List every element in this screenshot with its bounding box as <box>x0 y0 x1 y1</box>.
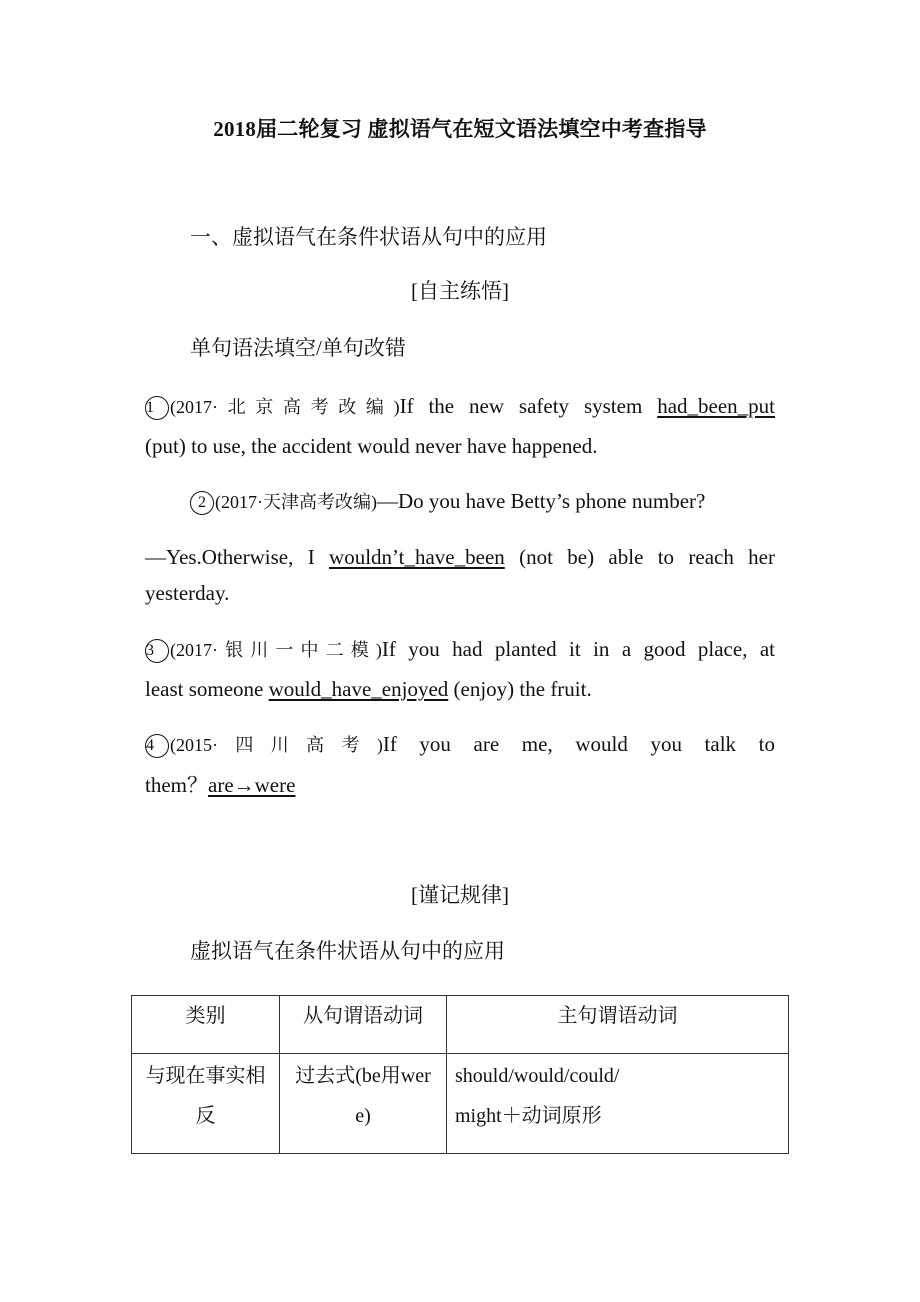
section-heading: 一、虚拟语气在条件状语从句中的应用 <box>190 225 547 249</box>
page-title: 2018届二轮复习 虚拟语气在短文语法填空中考查指导 <box>213 117 707 141</box>
item-text: (not be) able to reach her <box>504 545 775 569</box>
item-source: (2017·银川一中二模) <box>170 640 382 660</box>
category-cell <box>132 1054 280 1154</box>
clause-verb-cell <box>280 1054 447 1154</box>
item-number: 2 <box>190 491 214 515</box>
practice-label: [自主练悟] <box>411 279 509 303</box>
item-source: (2017·天津高考改编) <box>215 492 377 512</box>
answer-blank: are→were <box>208 773 296 797</box>
item-source: (2015·四川高考) <box>170 735 383 755</box>
cell-line: 过去式(be用wer <box>295 1065 431 1087</box>
item-2-continuation: yesterday. <box>145 581 230 605</box>
cell-line: 反 <box>195 1105 216 1127</box>
item-text: If the new safety system <box>399 394 658 418</box>
rules-subtitle: 虚拟语气在条件状语从句中的应用 <box>190 939 505 963</box>
header-cell: 从句谓语动词 <box>280 996 447 1054</box>
cell-line: 与现在事实相 <box>145 1065 266 1087</box>
item-number: 4 <box>145 734 169 758</box>
answer-blank: would_have_enjoyed <box>268 677 449 701</box>
item-text: If you are me, would you talk to <box>382 732 775 756</box>
item-3-continuation <box>145 674 592 704</box>
item-text: If you had planted it in a good place, at <box>381 637 775 661</box>
item-text: least someone <box>145 677 269 701</box>
cell-line: should/would/could/ <box>455 1065 620 1087</box>
answer-blank: wouldn’t_have_been <box>329 545 505 569</box>
header-cell: 主句谓语动词 <box>447 996 789 1054</box>
exercise-item-4 <box>145 724 775 765</box>
exercise-item-2 <box>190 486 705 517</box>
exercise-item-3 <box>145 629 775 670</box>
task-type: 单句语法填空/单句改错 <box>190 336 406 360</box>
item-2-response <box>145 537 775 577</box>
table-row <box>132 1054 789 1154</box>
answer-blank: had_been_put <box>657 394 776 418</box>
item-number: 1 <box>145 396 169 420</box>
rules-label: [谨记规律] <box>411 883 509 907</box>
item-1-continuation: (put) to use, the accident would never have happened. <box>145 434 598 458</box>
cell-line: might＋动词原形 <box>455 1105 602 1127</box>
main-verb-cell <box>447 1054 789 1154</box>
table-header-row <box>132 996 789 1054</box>
cell-line: e) <box>355 1105 371 1127</box>
item-text: —Yes.Otherwise, I <box>145 545 330 569</box>
exercise-item-1 <box>145 386 775 427</box>
item-source: (2017·北京高考改编) <box>170 397 400 417</box>
header-cell: 类别 <box>132 996 280 1054</box>
item-number: 3 <box>145 639 169 663</box>
item-text: them？ <box>145 773 208 797</box>
item-text: (enjoy) the fruit. <box>448 677 592 701</box>
item-4-continuation <box>145 770 295 800</box>
item-text: —Do you have Betty’s phone number? <box>376 489 706 513</box>
rules-table <box>131 995 789 1154</box>
